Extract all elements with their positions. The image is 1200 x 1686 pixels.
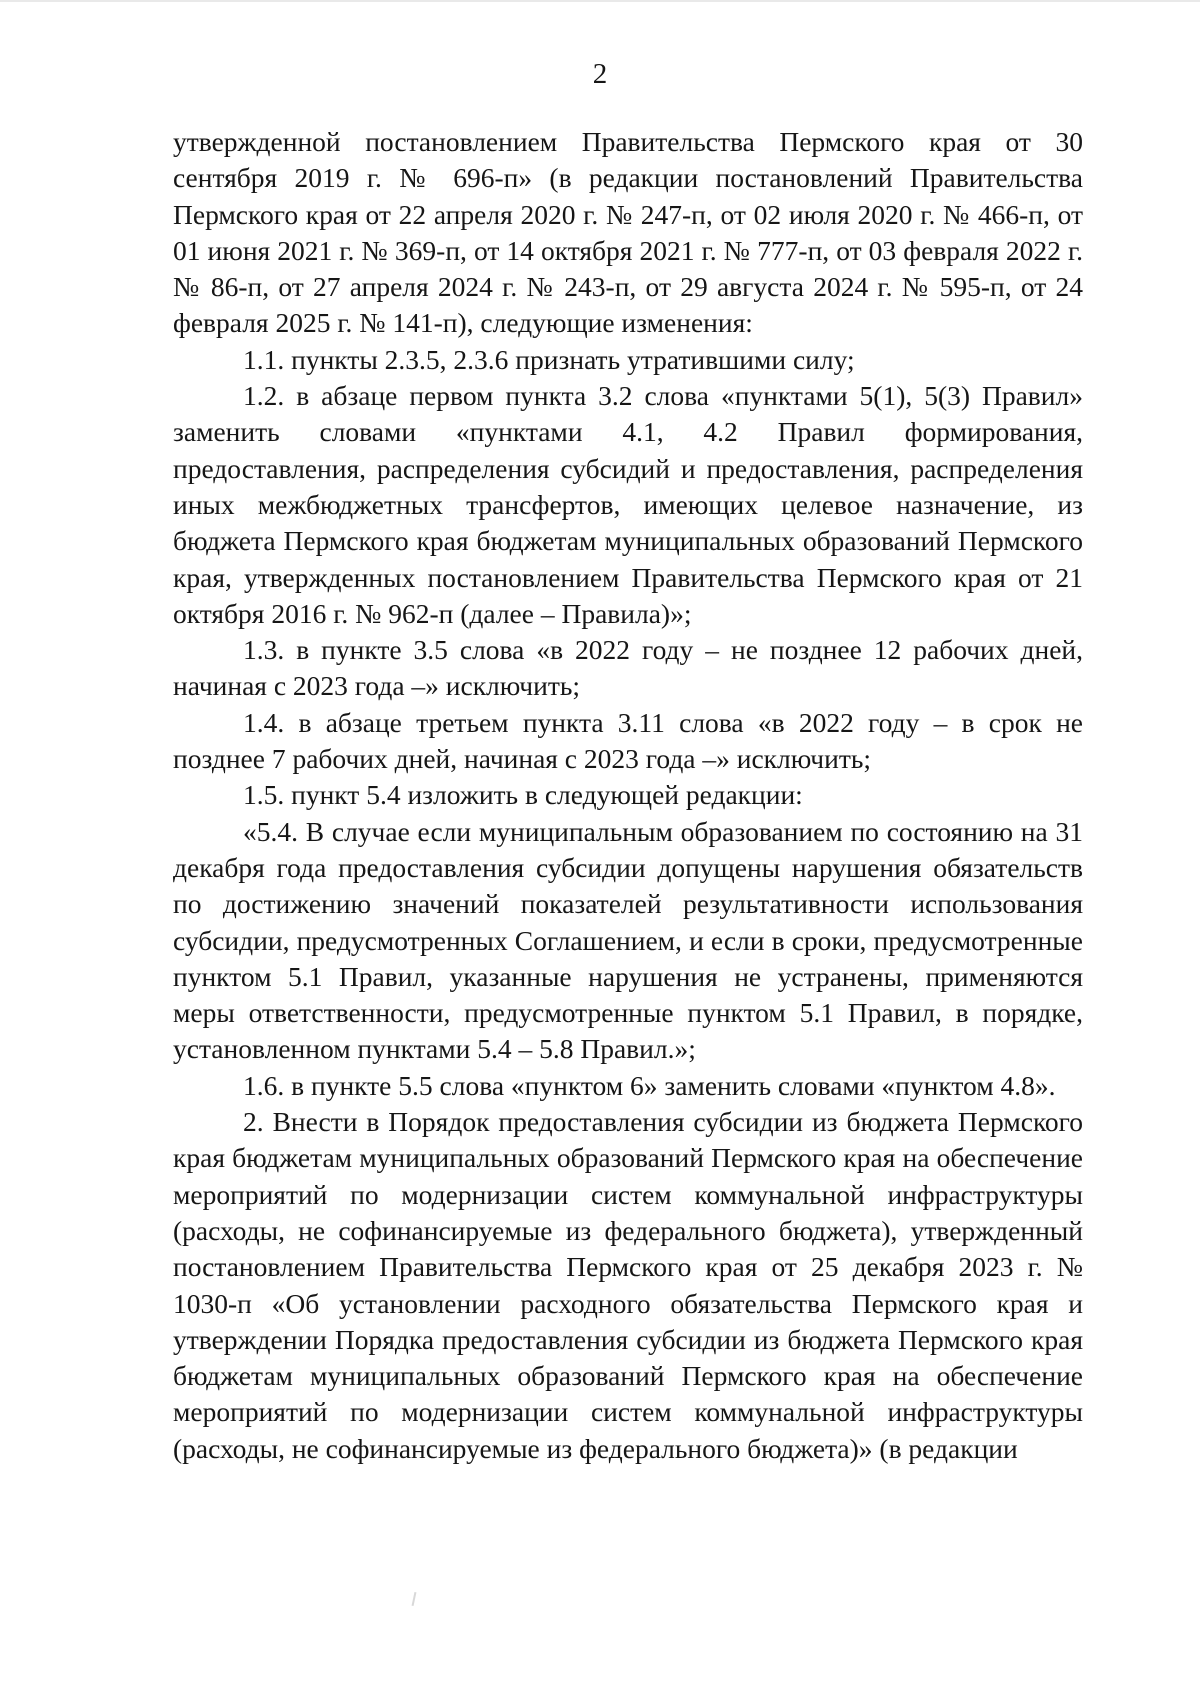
paragraph-item-1-6: 1.6. в пункте 5.5 слова «пунктом 6» заменить словами «пунктом 4.8». [243,1069,1056,1101]
scan-artifact [412,1592,417,1606]
paragraph-item-5-4-text: «5.4. В случае если муниципальным образованием по состоянию на 31 декабря года предоставления субсидии допущены нарушения обязательств по достижению значений показателей результативности использования субсидии, предусмотренных Соглашением, и если в сроки, предусмотренные пунктом 5.1 Правил, указанные нарушения не устранены, применяются меры ответственности, предусмотренные пунктом 5.1 Правил, в порядке, установленном пунктами 5.4 – 5.8 Правил.»; [173,815,1083,1065]
paragraph-item-1-4: 1.4. в абзаце третьем пункта 3.11 слова «в 2022 году – в срок не позднее 7 рабочих дней, начиная с 2023 года –» исключить; [173,706,1083,775]
paragraph-item-1-3: 1.3. в пункте 3.5 слова «в 2022 году – не позднее 12 рабочих дней, начиная с 2023 года –» исключить; [173,634,1083,702]
scan-top-edge [0,0,1200,2]
paragraph-item-2: 2. Внести в Порядок предоставления субсидии из бюджета Пермского края бюджетам муниципальных образований Пермского края на обеспечение мероприятий по модернизации систем коммунальной инфраструктуры (расходы, не софинансируемые из федерального бюджета), утвержденный постановлением Правительства Пермского края от 25 декабря 2023 г. № 1030-п «Об установлении расходного обязательства Пермского края и утверждении Порядка предоставления субсидии из бюджета Пермского края бюджетам муниципальных образований Пермского края на обеспечение мероприятий по модернизации систем коммунальной инфраструктуры (расходы, не софинансируемые из федерального бюджета)» (в редакции [173,1106,1083,1464]
document-body [173,124,1083,1467]
page-number: 2 [592,58,608,90]
paragraph-item-1-2: 1.2. в абзаце первом пункта 3.2 слова «пунктами 5(1), 5(3) Правил» заменить словами «пунктами 4.1, 4.2 Правил формирования, предоставления, распределения субсидий и предоставления, распределения иных межбюджетных трансфертов, имеющих целевое назначение, из бюджета Пермского края бюджетам муниципальных образований Пермского края, утвержденных постановлением Правительства Пермского края от 21 октября 2016 г. № 962-п (далее – Правила)»; [173,380,1083,629]
paragraph-item-1-1: 1.1. пункты 2.3.5, 2.3.6 признать утратившими силу; [243,343,855,375]
paragraph-item-1-5: 1.5. пункт 5.4 изложить в следующей редакции: [243,779,803,811]
paragraph-continuation: утвержденной постановлением Правительства Пермского края от 30 сентября 2019 г. № 696-п» (в редакции постановлений Правительства Пермского края от 22 апреля 2020 г. № 247-п, от 02 июля 2020 г. № 466-п, от 01 июня 2021 г. № 369-п, от 14 октября 2021 г. № 777-п, от 03 февраля 2022 г. № 86-п, от 27 апреля 2024 г. № 243-п, от 29 августа 2024 г. № 595-п, от 24 февраля 2025 г. № 141-п), следующие изменения: [173,126,1083,339]
